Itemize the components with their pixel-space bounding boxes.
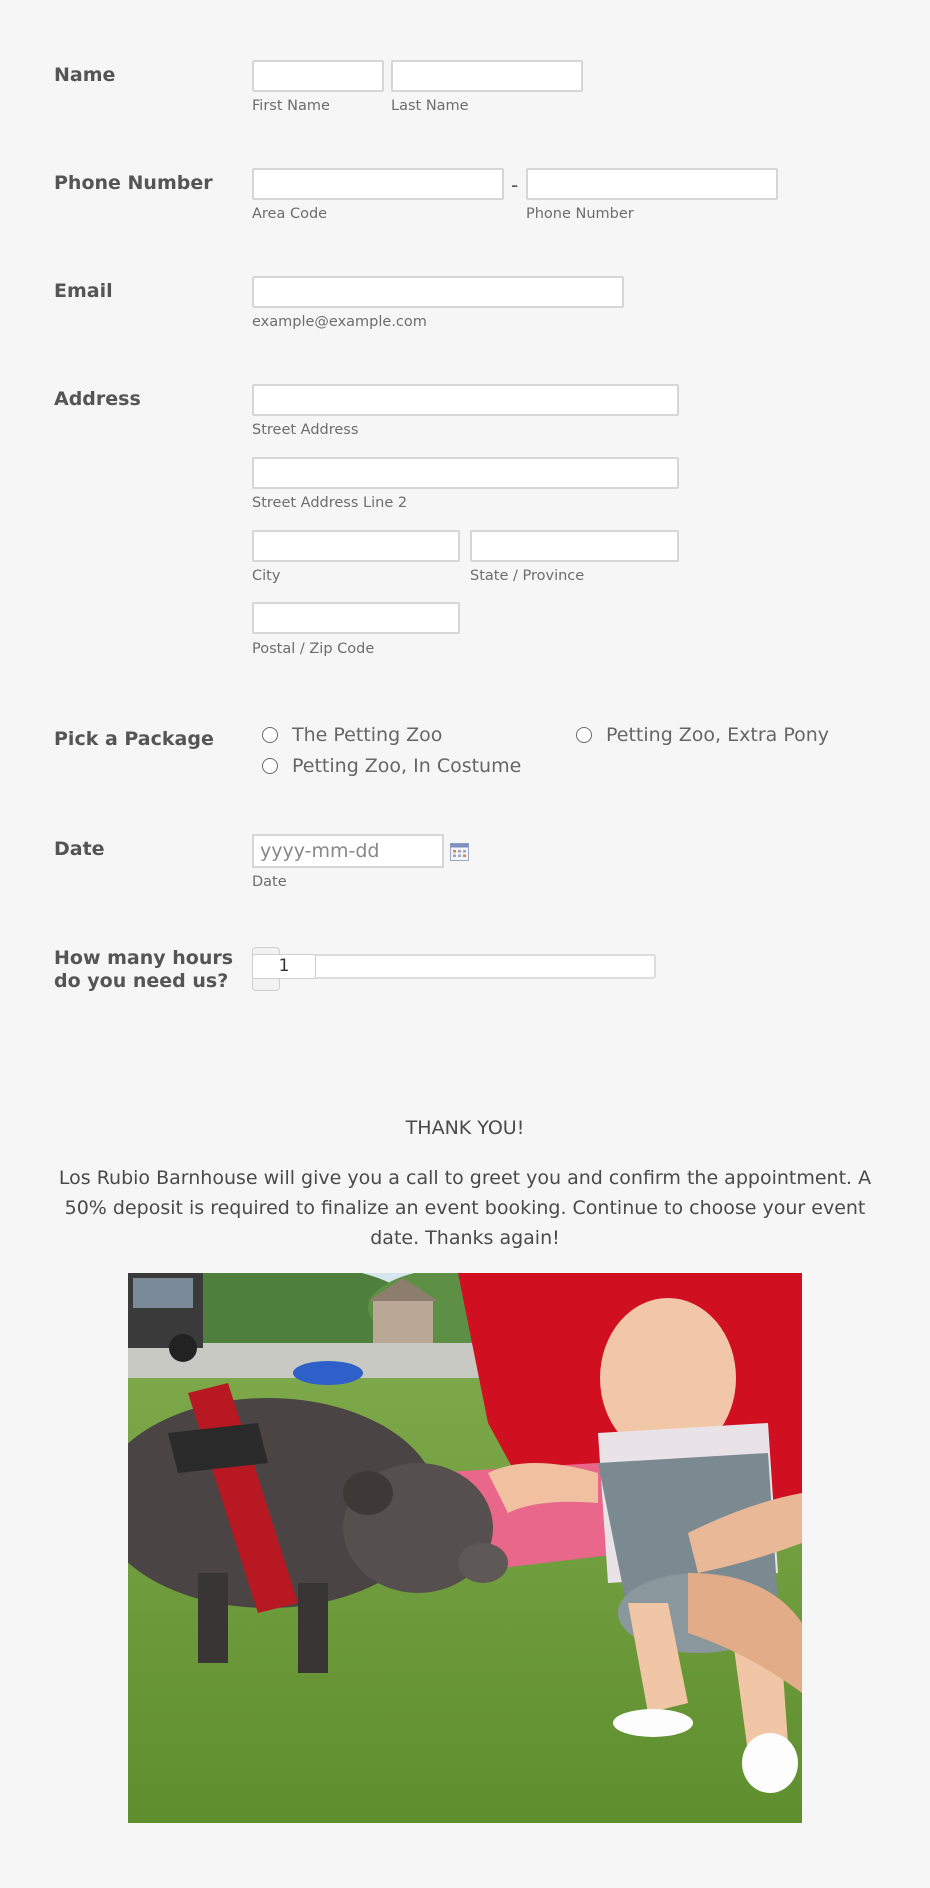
city-input[interactable]	[252, 530, 460, 562]
area-code-sublabel: Area Code	[252, 206, 328, 222]
first-name-input[interactable]	[252, 60, 384, 92]
photo-illustration	[128, 1273, 802, 1823]
last-name-input[interactable]	[391, 60, 583, 92]
package-option-extra-pony[interactable]	[576, 724, 829, 746]
hours-label	[54, 947, 233, 993]
state-sublabel: State / Province	[470, 568, 585, 584]
name-label: Name	[54, 64, 116, 86]
package-option-petting-zoo[interactable]	[262, 724, 442, 746]
pig-and-baby-photo	[128, 1273, 802, 1823]
radio-icon[interactable]	[262, 758, 278, 774]
address-label: Address	[54, 388, 141, 410]
radio-icon[interactable]	[262, 727, 278, 743]
package-option-label: Petting Zoo, In Costume	[292, 755, 522, 777]
email-input[interactable]	[252, 276, 624, 308]
last-name-sublabel: Last Name	[391, 98, 469, 114]
hours-slider-value: 1	[252, 954, 316, 979]
hours-label-line2: do you need us?	[54, 970, 229, 992]
hours-label-line1: How many hours	[54, 947, 234, 969]
phone-number-sublabel: Phone Number	[526, 206, 634, 222]
package-option-label: The Petting Zoo	[292, 724, 443, 746]
date-input[interactable]: yyyy-mm-dd	[252, 834, 444, 868]
thank-you-message: Los Rubio Barnhouse will give you a call to greet you and confirm the appointment. A 50% deposit is required to finalize an event booking. Continue to choose your event date. Thanks again!	[58, 1167, 872, 1249]
date-sublabel: Date	[252, 874, 287, 890]
phone-separator: -	[511, 173, 519, 197]
street-address-line2-sublabel: Street Address Line 2	[252, 495, 408, 511]
email-label: Email	[54, 280, 113, 302]
package-option-in-costume[interactable]	[262, 755, 521, 777]
street-address-sublabel: Street Address	[252, 422, 359, 438]
city-sublabel: City	[252, 568, 281, 584]
phone-number-input[interactable]	[526, 168, 778, 200]
area-code-input[interactable]	[252, 168, 504, 200]
first-name-sublabel: First Name	[252, 98, 330, 114]
zip-input[interactable]	[252, 602, 460, 634]
street-address-line2-input[interactable]	[252, 457, 679, 489]
thank-you-title: THANK YOU!	[405, 1117, 525, 1139]
package-label: Pick a Package	[54, 728, 214, 750]
email-sublabel: example@example.com	[252, 314, 427, 330]
package-option-label: Petting Zoo, Extra Pony	[606, 724, 830, 746]
state-input[interactable]	[470, 530, 679, 562]
zip-sublabel: Postal / Zip Code	[252, 641, 375, 657]
calendar-icon[interactable]	[450, 843, 469, 861]
date-label: Date	[54, 838, 105, 860]
street-address-input[interactable]	[252, 384, 679, 416]
radio-icon[interactable]	[576, 727, 592, 743]
phone-label: Phone Number	[54, 172, 213, 194]
